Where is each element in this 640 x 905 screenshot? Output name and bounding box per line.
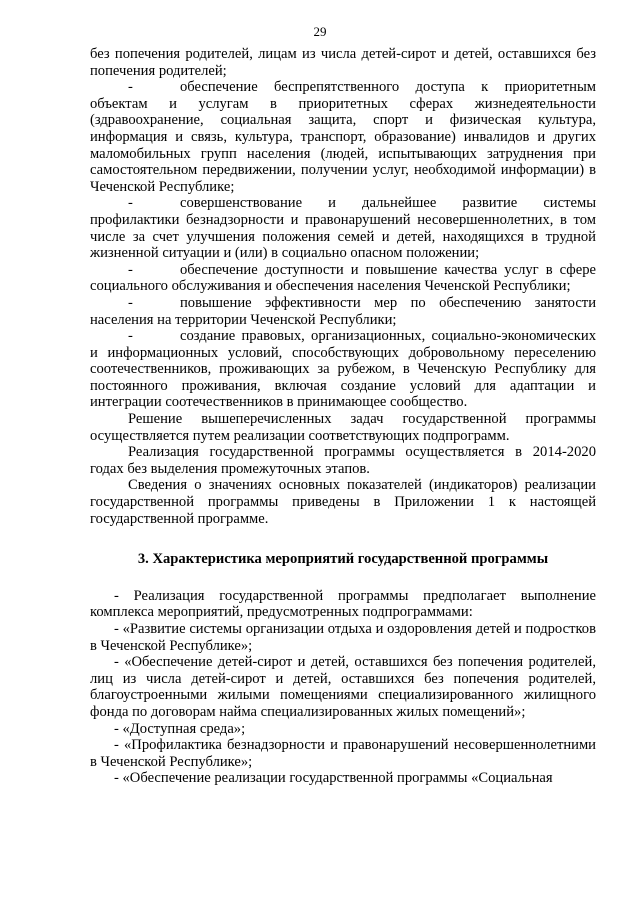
bullet-text: обеспечение доступности и повышение качества услуг в сфере социального обслуживания и обеспечения населения Чеченской Республики; <box>90 261 596 295</box>
subprogram-item-prevention: - «Профилактика безнадзорности и правонарушений несовершеннолетними в Чеченской Республике»; <box>90 737 596 770</box>
page-number: 29 <box>313 24 327 39</box>
document-body <box>90 46 596 787</box>
paragraph-measures-intro: - Реализация государственной программы предполагает выполнение комплекса мероприятий, предусмотренных подпрограммами: <box>90 587 596 621</box>
subprogram-item-accessible-environment: - «Доступная среда»; <box>114 720 246 737</box>
paragraph-indicators: Сведения о значениях основных показателей (индикаторов) реализации государственной программы приведены в Приложении 1 к настоящей государственной программе. <box>90 477 596 527</box>
subprogram-item-recreation: - «Развитие системы организации отдыха и оздоровления детей и подростков в Чеченской Республике»; <box>90 621 596 654</box>
bullet-dash: - <box>128 328 133 345</box>
subprogram-item-program-support: - «Обеспечение реализации государственной программы «Социальная <box>114 770 553 787</box>
bullet-item-resettlement <box>90 328 596 411</box>
bullet-dash: - <box>128 261 133 278</box>
paragraph-tasks-solution: Решение вышеперечисленных задач государственной программы осуществляется путем реализации соответствующих подпрограмм. <box>90 411 596 444</box>
bullet-dash: - <box>128 294 133 311</box>
bullet-item-employment <box>90 295 596 328</box>
bullet-text: совершенствование и дальнейшее развитие системы профилактики безнадзорности и правонарушений несовершеннолетних, в том числе за счет улучшения положения семей и детей, находящихся в трудной жизненной ситуации и (или) в социально опасном положении; <box>90 195 596 262</box>
paragraph-intro: без попечения родителей, лицам из числа детей-сирот и детей, оставшихся без попечения родителей; <box>90 46 596 79</box>
bullet-text: обеспечение беспрепятственного доступа к приоритетным объектам и услугам в приоритетных сферах жизнедеятельности (здравоохранение, социальная защита, спорт и физическая культура, информация и связь, культура, транспорт, образование) инвалидов и других маломобильных групп населения (людей, испытывающих затруднения при самостоятельном передвижении, получении услуг, необходимой информации) в Чеченской Республике; <box>90 79 596 195</box>
bullet-dash: - <box>128 79 133 96</box>
paragraph-implementation-period: Реализация государственной программы осуществляется в 2014-2020 годах без выделения промежуточных этапов. <box>90 444 596 477</box>
bullet-item-prevention <box>90 195 596 261</box>
subprogram-item-housing: - «Обеспечение детей-сирот и детей, оставшихся без попечения родителей, лиц из числа детей-сирот и детей, оставшихся без попечения родителей, благоустроенными жилыми помещениями специализированного жилищного фонда по договорам найма специализированных жилых помещений»; <box>90 654 596 720</box>
bullet-text: повышение эффективности мер по обеспечению занятости населения на территории Чеченской Республики; <box>90 294 596 328</box>
bullet-dash: - <box>128 195 133 212</box>
bullet-item-social-services <box>90 262 596 295</box>
section-heading: 3. Характеристика мероприятий государственной программы <box>137 551 549 568</box>
bullet-item-accessibility <box>90 79 596 195</box>
bullet-text: создание правовых, организационных, социально-экономических и информационных условий, способствующих добровольному переселению соотечественников, проживающих за рубежом, в Чеченскую Республику для постоянного проживания, включая создание условий для адаптации и интеграции соотечественников в принимающее сообщество. <box>90 328 596 411</box>
